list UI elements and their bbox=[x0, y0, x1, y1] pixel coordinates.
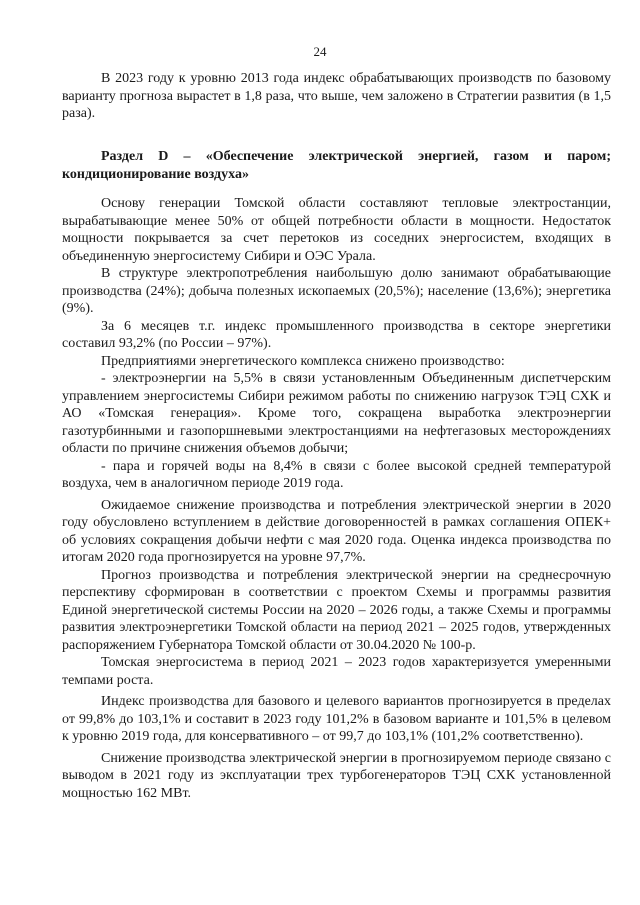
paragraph-decommissioning: Снижение производства электрической энергии в прогнозируемом периоде связано с выводом в 2021 году из эксплуатации трех турбогенераторов ТЭЦ СХК установленной мощностью 162 МВт. bbox=[62, 750, 611, 801]
paragraph-generation-basis: Основу генерации Томской области составляют тепловые электростанции, вырабатывающие менее 50% от общей потребности области в мощности. Недостаток мощности покрывается за счет перетоков из соседних энергосистем, входящих в объединенную энергосистему Сибири и ОЭС Урала. bbox=[62, 196, 611, 264]
paragraph-production-index: Индекс производства для базового и целевого вариантов прогнозируется в пределах от 99,8% до 103,1% и составит в 2023 году 101,2% в базовом варианте и 101,5% в целевом к уровню 2019 года, для консервативного – от 99,7 до 103,1% (101,2% соответственно). bbox=[62, 694, 611, 744]
paragraph-moderate-growth: Томская энергосистема в период 2021 – 2023 годов характеризуется умеренными темпами роста. bbox=[62, 655, 611, 688]
document-body bbox=[62, 70, 611, 802]
paragraph-expected-decline: Ожидаемое снижение производства и потребления электрической энергии в 2020 году обусловлено вступлением в действие договоренностей в рамках соглашения ОПЕК+ об условиях сокращения добычи нефти с мая 2020 года. Оценка индекса производства по итогам 2020 года прогнозируется на уровне 97,7%. bbox=[62, 497, 611, 565]
paragraph-manufacturing-index: В 2023 году к уровню 2013 года индекс обрабатывающих производств по базовому варианту прогноза вырастет в 1,8 раза, что выше, чем заложено в Стратегии развития (в 1,5 раза). bbox=[62, 71, 611, 121]
list-item-electricity: - электроэнергии на 5,5% в связи установленным Объединенным диспетчерским управлением энергосистемы Сибири режимом работы по снижению нагрузок ТЭЦ СХК и АО «Томская генерация». Кроме того, сокращена выработка электроэнергии газотурбинными и газопоршневыми электростанциями на нефтегазовых месторождениях области по причине снижения объемов добычи; bbox=[62, 371, 611, 456]
paragraph-consumption-structure: В структуре электропотребления наибольшую долю занимают обрабатывающие производства (24%); добыча полезных ископаемых (20,5%); население (13,6%); энергетика (9%). bbox=[62, 266, 611, 316]
section-heading: Раздел D – «Обеспечение электрической энергией, газом и паром; кондиционирование воздуха» bbox=[62, 149, 611, 182]
paragraph-production-reduced: Предприятиями энергетического комплекса снижено производство: bbox=[101, 353, 505, 369]
paragraph-forecast-basis: Прогноз производства и потребления электрической энергии на среднесрочную перспективу сформирован в соответствии с проектом Схемы и программы развития Единой энергетической системы России на 2020 – 2026 годы, а также Схемы и программы развития электроэнергетики Томской области на период 2021 – 2025 годов, утвержденных распоряжением Губернатора Томской области от 30.04.2020 № 100-р. bbox=[62, 567, 611, 653]
paragraph-six-month-index: За 6 месяцев т.г. индекс промышленного производства в секторе энергетики составил 93,2% (по России – 97%). bbox=[62, 318, 611, 351]
list-item-steam-hot-water: - пара и горячей воды на 8,4% в связи с более высокой средней температурой воздуха, чем в аналогичном периоде 2019 года. bbox=[62, 458, 611, 491]
page-number: 24 bbox=[313, 44, 327, 59]
